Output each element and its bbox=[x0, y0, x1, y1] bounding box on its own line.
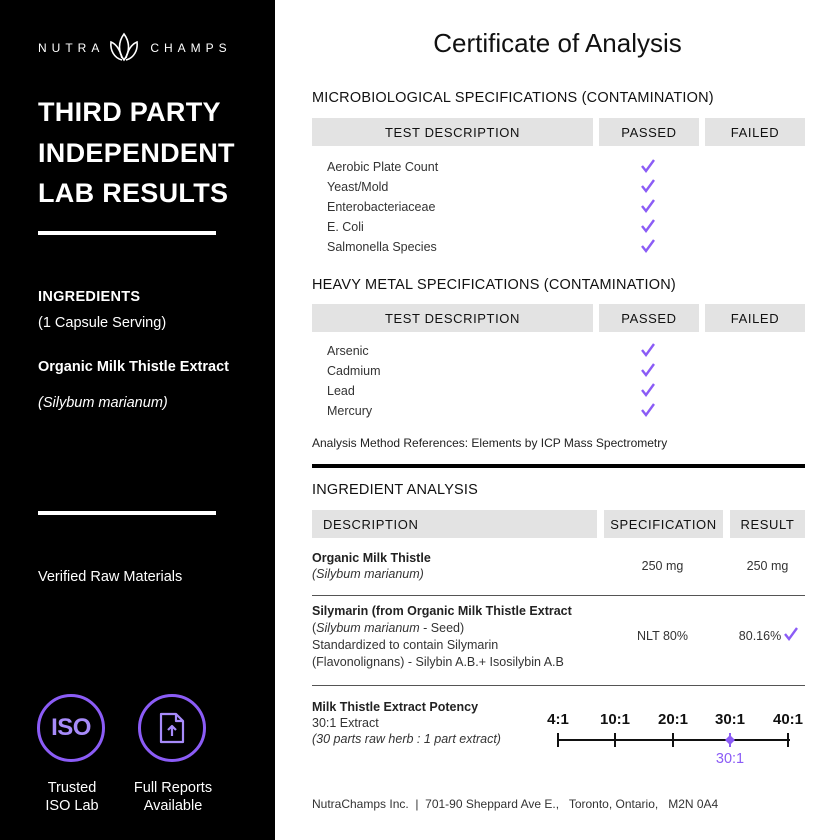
row-divider bbox=[312, 685, 805, 686]
ia-row-detail: Standardized to contain Silymarin bbox=[312, 638, 499, 652]
check-icon bbox=[640, 363, 656, 377]
ia-header-result: RESULT bbox=[730, 510, 805, 538]
metal-test-row: Arsenic bbox=[327, 344, 369, 358]
brand-name-right: CHAMPS bbox=[150, 41, 232, 55]
ia-row-result: 80.16% bbox=[738, 629, 782, 643]
potency-scale-label: 20:1 bbox=[657, 711, 689, 728]
reports-badge bbox=[138, 694, 206, 762]
ia-row-spec: NLT 80% bbox=[637, 629, 688, 643]
micro-header-passed: PASSED bbox=[599, 118, 699, 146]
certificate-panel bbox=[275, 0, 840, 840]
ia-row-name: Organic Milk Thistle bbox=[312, 551, 431, 565]
check-icon bbox=[640, 159, 656, 173]
potency-scale-label: 30:1 bbox=[714, 711, 746, 728]
document-upload-icon bbox=[158, 712, 186, 744]
metal-test-row: Mercury bbox=[327, 404, 373, 418]
metal-header-failed: FAILED bbox=[705, 304, 805, 332]
iso-badge bbox=[37, 694, 105, 762]
potency-title: Milk Thistle Extract Potency bbox=[312, 700, 479, 714]
ia-row-latin: (Silybum marianum) bbox=[312, 567, 424, 581]
metal-header-description: TEST DESCRIPTION bbox=[312, 304, 593, 332]
check-icon bbox=[640, 199, 656, 213]
verified-raw-materials: Verified Raw Materials bbox=[38, 569, 183, 585]
heavy-metal-title: HEAVY METAL SPECIFICATIONS (CONTAMINATION) bbox=[312, 277, 676, 293]
sidebar bbox=[0, 0, 275, 840]
sidebar-headline bbox=[38, 92, 258, 214]
check-icon bbox=[640, 403, 656, 417]
ia-row-result: 250 mg bbox=[746, 559, 789, 573]
selected-marker-icon bbox=[725, 735, 735, 745]
potency-scale-label: 4:1 bbox=[547, 711, 569, 728]
micro-header-description: TEST DESCRIPTION bbox=[312, 118, 593, 146]
microbiological-title: MICROBIOLOGICAL SPECIFICATIONS (CONTAMINATION) bbox=[312, 90, 714, 106]
headline-line: LAB RESULTS bbox=[38, 178, 229, 208]
lotus-icon bbox=[106, 30, 142, 66]
check-icon bbox=[640, 239, 656, 253]
ingredient-latin-name: (Silybum marianum) bbox=[38, 395, 168, 411]
headline-line: THIRD PARTY bbox=[38, 97, 221, 127]
potency-selected-label: 30:1 bbox=[715, 751, 745, 767]
check-icon bbox=[640, 383, 656, 397]
sidebar-divider bbox=[38, 231, 216, 235]
potency-scale-label: 10:1 bbox=[599, 711, 631, 728]
potency-scale bbox=[550, 730, 800, 750]
brand-logo bbox=[38, 30, 232, 66]
footer-address: NutraChamps Inc. | 701-90 Sheppard Ave E., Toronto, Ontario, M2N 0A4 bbox=[312, 797, 719, 811]
section-divider bbox=[312, 464, 805, 468]
ingredient-name: Organic Milk Thistle Extract bbox=[38, 359, 229, 375]
ingredient-analysis-title: INGREDIENT ANALYSIS bbox=[312, 482, 479, 498]
row-divider bbox=[312, 595, 805, 596]
micro-test-row: E. Coli bbox=[327, 220, 364, 234]
metal-test-row: Cadmium bbox=[327, 364, 381, 378]
ia-row-name: Silymarin (from Organic Milk Thistle Extract bbox=[312, 604, 572, 618]
headline-line: INDEPENDENT bbox=[38, 137, 235, 168]
ingredients-heading: INGREDIENTS bbox=[38, 289, 141, 305]
micro-header-failed: FAILED bbox=[705, 118, 805, 146]
metal-header-passed: PASSED bbox=[599, 304, 699, 332]
iso-icon: ISO bbox=[51, 714, 91, 741]
page-title: Certificate of Analysis bbox=[433, 28, 682, 58]
check-icon bbox=[640, 343, 656, 357]
check-icon bbox=[640, 219, 656, 233]
micro-test-row: Yeast/Mold bbox=[327, 180, 389, 194]
ia-row-spec: 250 mg bbox=[641, 559, 684, 573]
check-icon bbox=[783, 627, 799, 641]
micro-test-row: Enterobacteriaceae bbox=[327, 200, 436, 214]
iso-badge-label: Trusted ISO Lab bbox=[45, 780, 99, 814]
micro-test-row: Salmonella Species bbox=[327, 240, 437, 254]
ia-header-description: DESCRIPTION bbox=[312, 510, 597, 538]
check-icon bbox=[640, 179, 656, 193]
potency-note: (30 parts raw herb : 1 part extract) bbox=[312, 732, 501, 746]
potency-ratio: 30:1 Extract bbox=[312, 716, 379, 730]
analysis-method-note: Analysis Method References: Elements by ICP Mass Spectrometry bbox=[312, 436, 668, 450]
reports-badge-label: Full Reports Available bbox=[133, 780, 213, 814]
metal-test-row: Lead bbox=[327, 384, 355, 398]
micro-test-row: Aerobic Plate Count bbox=[327, 160, 439, 174]
ia-row-detail: (Flavonolignans) - Silybin A.B.+ Isosilybin A.B bbox=[312, 655, 564, 669]
potency-scale-label: 40:1 bbox=[772, 711, 804, 728]
ia-header-specification: SPECIFICATION bbox=[604, 510, 723, 538]
sidebar-divider bbox=[38, 511, 216, 515]
serving-size: (1 Capsule Serving) bbox=[38, 315, 167, 331]
ia-row-detail: (Silybum marianum - Seed) bbox=[312, 621, 465, 635]
brand-name-left: NUTRA bbox=[38, 41, 105, 55]
